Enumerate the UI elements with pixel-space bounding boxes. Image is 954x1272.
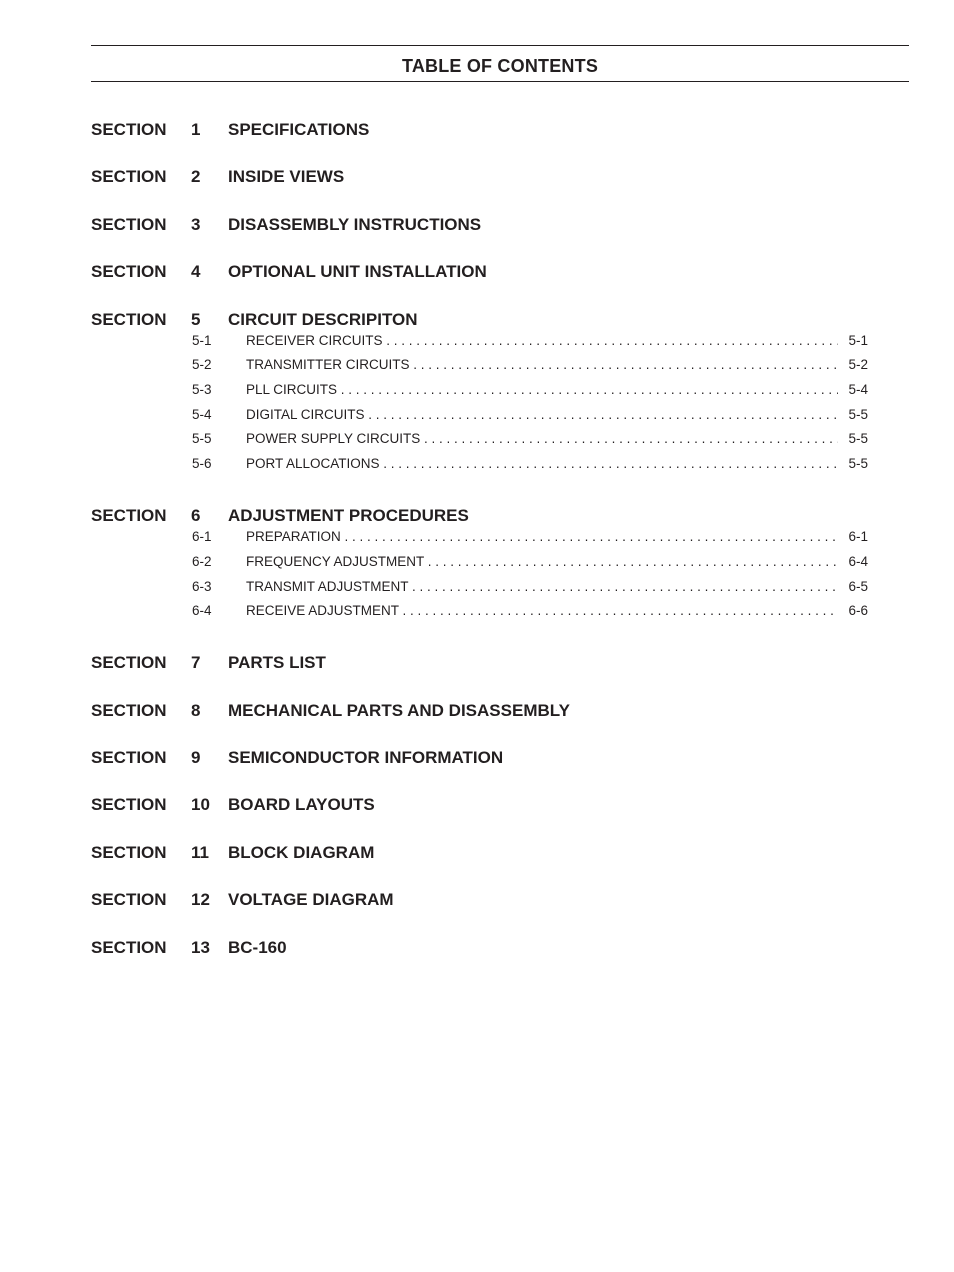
subsection-number: 5-6 <box>192 456 212 472</box>
section-number: 7 <box>191 653 201 673</box>
page-title: TABLE OF CONTENTS <box>401 56 599 76</box>
subsection-leader <box>246 553 838 571</box>
section-number: 2 <box>191 167 201 187</box>
section-number: 3 <box>191 214 201 234</box>
toc-subsection <box>192 602 868 620</box>
section-label: SECTION <box>91 506 167 526</box>
subsection-title: PREPARATION <box>246 529 341 545</box>
subsection-page: 5-5 <box>848 456 868 472</box>
subsection-number: 5-2 <box>192 357 212 373</box>
section-label: SECTION <box>91 653 167 673</box>
subsection-title: PORT ALLOCATIONS <box>246 456 380 472</box>
subsection-page: 6-1 <box>848 529 868 545</box>
subsection-leader <box>246 406 838 424</box>
subsection-number: 5-5 <box>192 431 212 447</box>
section-title: SPECIFICATIONS <box>228 120 370 139</box>
section-label: SECTION <box>91 262 167 282</box>
subsection-page: 5-5 <box>848 406 868 422</box>
section-number: 11 <box>191 842 209 862</box>
section-label: SECTION <box>91 214 167 234</box>
subsection-page: 5-5 <box>848 431 868 447</box>
toc-subsection <box>192 553 868 571</box>
subsection-number: 5-4 <box>192 406 212 422</box>
section-title: CIRCUIT DESCRIPITON <box>228 309 418 329</box>
toc-subsection <box>192 528 868 546</box>
subsection-page: 5-1 <box>848 332 868 348</box>
section-title: PARTS LIST <box>228 653 326 673</box>
subsection-leader <box>246 381 838 399</box>
section-label: SECTION <box>91 795 167 815</box>
subsection-title: POWER SUPPLY CIRCUITS <box>246 431 421 447</box>
toc-subsection <box>192 578 868 596</box>
toc-subsection <box>192 356 868 374</box>
section-label: SECTION <box>91 890 167 910</box>
subsection-title: PLL CIRCUITS <box>246 382 338 397</box>
subsection-leader <box>246 430 838 448</box>
section-number: 1 <box>191 120 201 139</box>
toc-subsection <box>192 430 868 448</box>
section-title: OPTIONAL UNIT INSTALLATION <box>228 262 487 282</box>
section-number: 10 <box>191 795 210 815</box>
subsection-leader <box>246 332 838 350</box>
subsection-leader <box>246 528 838 546</box>
toc-subsection <box>192 455 868 473</box>
subsection-number: 5-3 <box>192 382 212 397</box>
toc-subsection <box>192 381 868 399</box>
section-title: VOLTAGE DIAGRAM <box>228 890 394 910</box>
subsection-title: RECEIVE ADJUSTMENT <box>246 603 399 619</box>
section-label: SECTION <box>91 937 167 957</box>
subsection-number: 5-1 <box>192 332 212 348</box>
section-number: 8 <box>191 700 201 720</box>
section-title: INSIDE VIEWS <box>228 167 345 187</box>
section-number: 13 <box>191 937 210 957</box>
subsection-number: 6-3 <box>192 578 212 594</box>
section-number: 4 <box>191 262 201 282</box>
subsection-title: RECEIVER CIRCUITS <box>246 332 383 348</box>
subsection-page: 5-2 <box>848 357 868 373</box>
toc-subsection <box>192 406 868 424</box>
subsection-title: TRANSMITTER CIRCUITS <box>246 357 410 373</box>
section-label: SECTION <box>91 120 167 139</box>
section-label: SECTION <box>91 167 167 187</box>
subsection-leader <box>246 602 838 620</box>
section-number: 6 <box>191 506 201 526</box>
subsection-title: DIGITAL CIRCUITS <box>246 406 365 422</box>
subsection-page: 6-5 <box>848 578 868 594</box>
section-number: 12 <box>191 890 210 910</box>
subsection-page: 6-4 <box>848 553 868 569</box>
section-label: SECTION <box>91 842 167 862</box>
subsection-page: 5-4 <box>848 382 868 397</box>
subsection-number: 6-2 <box>192 553 212 569</box>
subsection-number: 6-1 <box>192 529 212 545</box>
subsection-page: 6-6 <box>848 603 868 619</box>
toc-subsection <box>192 332 868 350</box>
section-title: SEMICONDUCTOR INFORMATION <box>228 748 504 767</box>
section-label: SECTION <box>91 309 167 329</box>
section-number: 9 <box>191 748 201 767</box>
section-label: SECTION <box>91 748 167 767</box>
subsection-leader <box>246 578 838 596</box>
subsection-leader <box>246 356 838 374</box>
section-number: 5 <box>191 309 201 329</box>
section-title: DISASSEMBLY INSTRUCTIONS <box>228 214 482 234</box>
subsection-title: TRANSMIT ADJUSTMENT <box>246 578 409 594</box>
subsection-number: 6-4 <box>192 603 212 619</box>
section-title: BOARD LAYOUTS <box>228 795 375 815</box>
section-title: BC-160 <box>228 937 287 957</box>
section-title: BLOCK DIAGRAM <box>228 842 375 862</box>
subsection-title: FREQUENCY ADJUSTMENT <box>246 553 425 569</box>
section-title: MECHANICAL PARTS AND DISASSEMBLY <box>228 700 570 720</box>
subsection-leader <box>246 455 838 473</box>
section-label: SECTION <box>91 700 167 720</box>
section-title: ADJUSTMENT PROCEDURES <box>228 506 469 526</box>
